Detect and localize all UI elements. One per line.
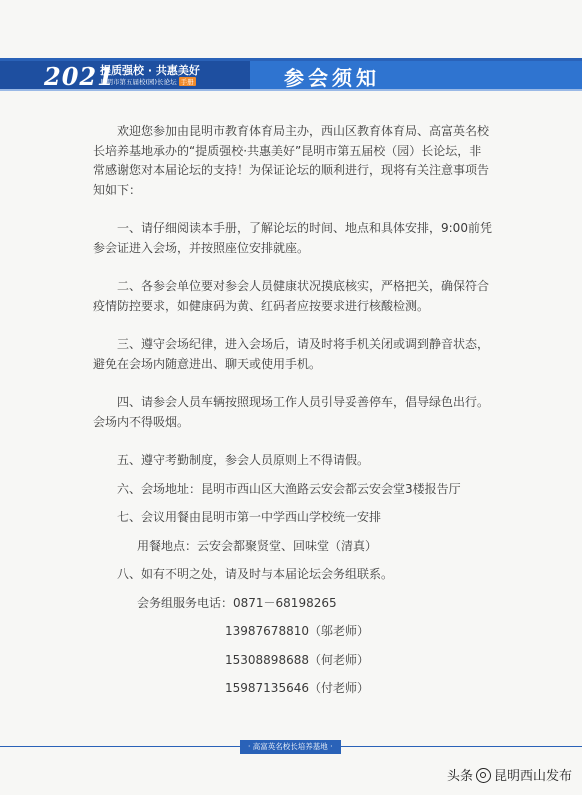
notice-item-6: 六、会场地址：昆明市西山区大渔路云安会都云安会堂3楼报告厅 bbox=[117, 481, 461, 496]
notice-item-3: 三、遵守会场纪律，进入会场后，请及时将手机关闭或调到静音状态，避免在会场内随意进出、聊天或使用手机。 bbox=[93, 337, 490, 371]
header-subtitle-text: 昆明市第五届校(园)长论坛 bbox=[100, 78, 177, 86]
watermark-prefix: 头条 bbox=[446, 769, 473, 784]
notice-item-4: 四、请参会人员车辆按照现场工作人员引导妥善停车，倡导绿色出行。会场内不得吸烟。 bbox=[93, 395, 490, 429]
footer-base-label: · 高富英名校长培养基地 · bbox=[240, 740, 341, 754]
contact-phone-main: 会务组服务电话：0871－68198265 bbox=[137, 595, 337, 610]
contact-phone-1: 13987678810（邬老师） bbox=[225, 624, 369, 638]
header-slogan: 提质强校 · 共惠美好 bbox=[100, 64, 200, 77]
page-title: 参会须知 bbox=[284, 66, 380, 90]
watermark bbox=[447, 765, 572, 784]
notice-content bbox=[93, 122, 493, 699]
header-subtitle bbox=[100, 77, 196, 86]
notice-item-7: 七、会议用餐由昆明市第一中学西山学校统一安排 bbox=[117, 510, 382, 524]
at-icon bbox=[476, 768, 491, 783]
intro-paragraph: 欢迎您参加由昆明市教育体育局主办，西山区教育体育局、高富英名校长培养基地承办的“提质强校·共惠美好”昆明市第五届校（园）长论坛，非常感谢您对本届论坛的支持！为保证论坛的顺利进行，现将有关注意事项告知如下： bbox=[93, 124, 490, 197]
notice-item-2: 二、各参会单位要对参会人员健康状况摸底核实，严格把关，确保符合疫情防控要求，如健康码为黄、红码者应按要求进行核酸检测。 bbox=[93, 279, 490, 313]
notice-item-5: 五、遵守考勤制度，参会人员原则上不得请假。 bbox=[117, 453, 370, 467]
notice-item-1: 一、请仔细阅读本手册，了解论坛的时间、地点和具体安排，9:00前凭参会证进入会场，并按照座位安排就座。 bbox=[93, 221, 492, 255]
contact-phone-3: 15987135646（付老师） bbox=[225, 681, 369, 695]
header-year: 2021 bbox=[44, 62, 115, 91]
watermark-account: 昆明西山发布 bbox=[493, 769, 572, 784]
header-badge: 手册 bbox=[180, 78, 194, 86]
contact-phone-2: 15308898688（何老师） bbox=[225, 652, 369, 667]
notice-item-8: 八、如有不明之处，请及时与本届论坛会务组联系。 bbox=[117, 567, 394, 581]
dining-location: 用餐地点：云安会都聚贤堂、回味堂（清真） bbox=[137, 538, 378, 553]
